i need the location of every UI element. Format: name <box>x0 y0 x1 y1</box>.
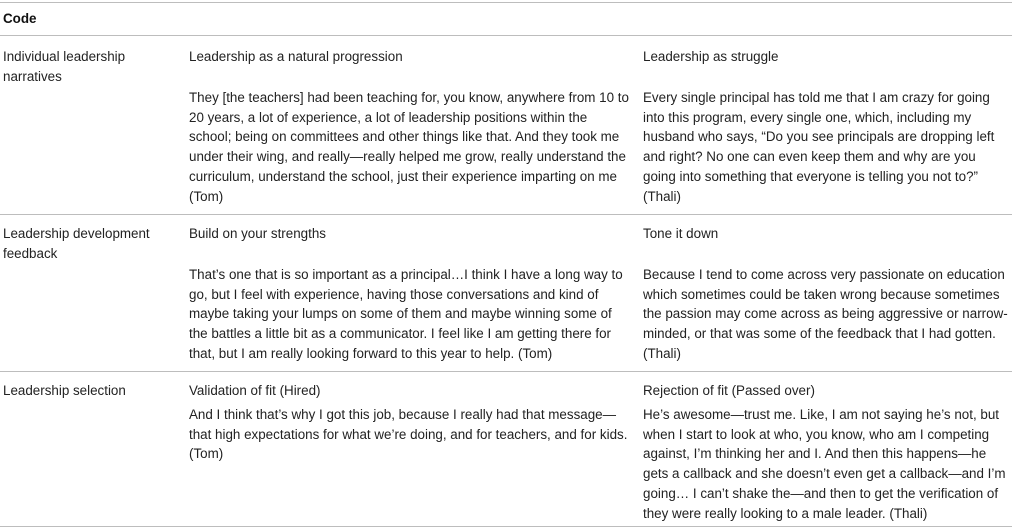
table-bottom-rule <box>0 526 1012 527</box>
row-left-quote: That’s one that is so important as a principal…I think I have a long way to go, but I feel with experience, having those conversations and kind of maybe taking your lumps on some of them and maybe winning some of the battles a little bit as a communicator. I feel like I am getting there for that, but I am really looking forward to this year to help. (Tom) <box>189 267 623 361</box>
header-rule <box>0 35 1012 36</box>
row-left-theme: Leadership as a natural progression <box>189 49 403 64</box>
row-left-theme: Build on your strengths <box>189 226 326 241</box>
row-left-quote: They [the teachers] had been teaching for, you know, anywhere from 10 to 20 years, a lot of experience, a lot of leadership positions within the school; being on committees and other things like that. And they took me under their wing, and really—really helped me grow, really understand the curriculum, understand the school, just their experience imparting on me (Tom) <box>189 90 629 204</box>
row-right-quote: He’s awesome—trust me. Like, I am not saying he’s not, but when I start to look at who, you know, who am I competing against, I’m thinking her and I. And then this happens—he gets a callback and she doesn’t even get a callback—and I’m going… I can’t shake the—and then to get the verification of they were really looking to a male leader. (Thali) <box>643 407 1006 521</box>
header-code: Code <box>3 11 37 26</box>
row-divider <box>0 371 1012 372</box>
row-right-quote: Every single principal has told me that I am crazy for going into this program, every single one, which, including my husband who says, “Do you see principals are dropping left and right? No one can even keep them and why are you going into something that everyone is telling you not to?” (Thali) <box>643 90 995 204</box>
row-code: Leadership selection <box>3 383 126 398</box>
row-right-theme: Tone it down <box>643 226 719 241</box>
row-right-theme: Rejection of fit (Passed over) <box>643 383 815 398</box>
row-code: Leadership development feedback <box>3 226 150 261</box>
row-right-theme: Leadership as struggle <box>643 49 779 64</box>
row-divider <box>0 214 1012 215</box>
row-left-theme: Validation of fit (Hired) <box>189 383 321 398</box>
table-top-rule <box>0 2 1012 3</box>
row-right-quote: Because I tend to come across very passionate on education which sometimes could be taken wrong because sometimes the passion may come across as being aggressive or narrow-minded, or that was some of the feedback that I had gotten. (Thali) <box>643 267 1008 361</box>
row-left-quote: And I think that’s why I got this job, because I really had that message—that high expectations for what we’re doing, and for teachers, and for kids. (Tom) <box>189 407 628 462</box>
row-code: Individual leadership narratives <box>3 49 126 84</box>
